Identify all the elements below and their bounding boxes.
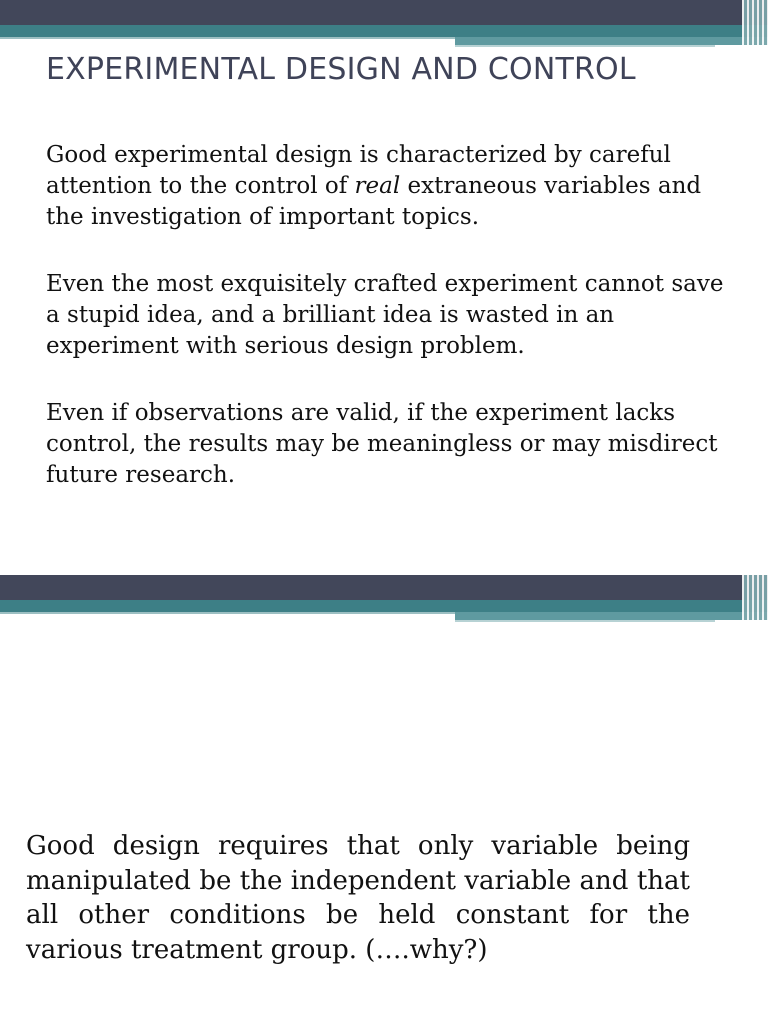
- paragraph-1-after: extraneous variables and the investigation of important topics.: [46, 173, 702, 230]
- paragraph-2: Even the most exquisitely crafted experiment cannot save a stupid idea, and a brilliant idea is wasted in an experiment with serious design problem.: [46, 271, 724, 359]
- paragraph-3: Even if observations are valid, if the experiment lacks control, the results may be meaningless or may misdirect future research.: [46, 400, 718, 488]
- header-accent-bar: [455, 37, 768, 45]
- header-stripes: [742, 575, 768, 620]
- slide-title: EXPERIMENTAL DESIGN AND CONTROL: [46, 52, 636, 87]
- header-accent-line: [455, 620, 715, 622]
- slide-2: [0, 575, 768, 1024]
- header-thin-line: [0, 612, 455, 614]
- header-dark-bar: [0, 0, 768, 25]
- header-teal-bar: [0, 25, 768, 37]
- header-stripes: [742, 0, 768, 45]
- header-band: [0, 0, 768, 60]
- header-thin-line: [0, 37, 455, 39]
- slide-2-paragraph: Good design requires that only variable being manipulated be the independent variable and that all other conditions be held constant for the various treatment group. (….why?): [26, 831, 690, 965]
- header-accent-line: [455, 45, 715, 47]
- header-band: [0, 575, 768, 635]
- paragraph-1-before: Good experimental design is characterized by careful attention to the control of: [46, 142, 671, 199]
- header-teal-bar: [0, 600, 768, 612]
- paragraph-1: [46, 140, 736, 233]
- paragraph-1-emphasis: real: [354, 173, 401, 199]
- header-dark-bar: [0, 575, 768, 600]
- header-accent-bar: [455, 612, 768, 620]
